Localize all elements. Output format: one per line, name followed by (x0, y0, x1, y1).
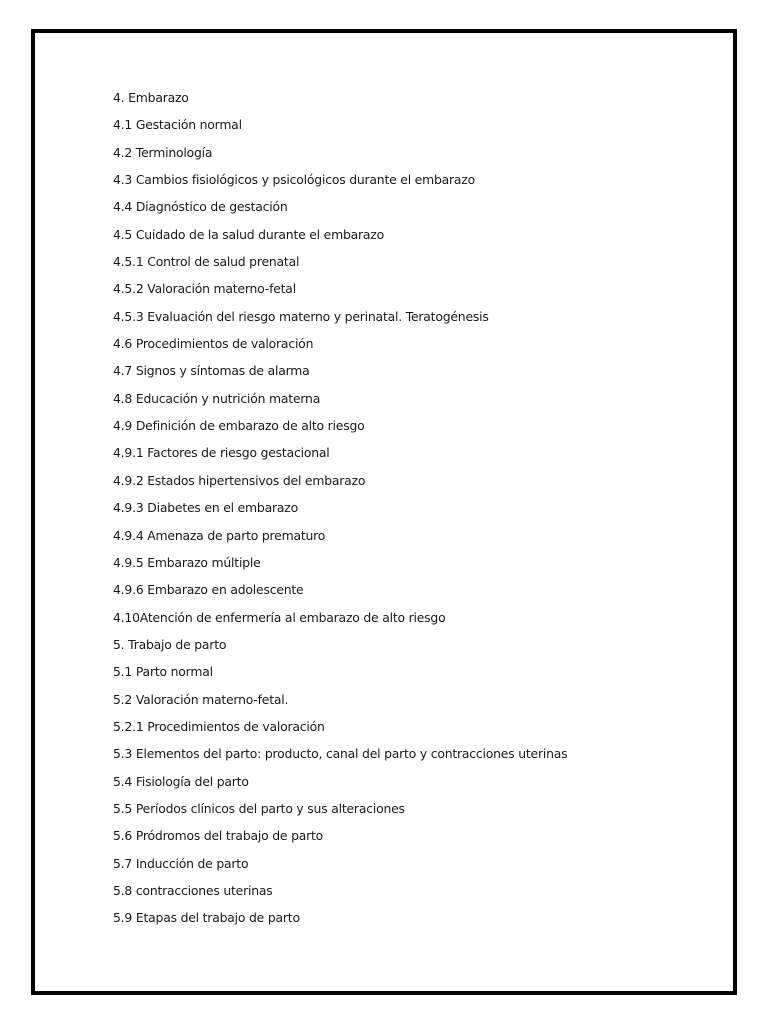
list-item: 4.9.6 Embarazo en adolescente (113, 582, 304, 598)
list-item: 5.3 Elementos del parto: producto, canal del parto y contracciones uterinas (113, 746, 568, 762)
list-item: 5.4 Fisiología del parto (113, 773, 249, 789)
list-item: 4.9.1 Factores de riesgo gestacional (113, 445, 330, 461)
list-item: 4.9.5 Embarazo múltiple (113, 554, 261, 570)
list-item: 4.7 Signos y síntomas de alarma (113, 363, 310, 379)
list-item: 4.5.1 Control de salud prenatal (113, 254, 300, 270)
list-item: 5.2 Valoración materno-fetal. (113, 691, 289, 707)
list-item: 4.5.2 Valoración materno-fetal (113, 281, 296, 297)
list-item: 4.9.2 Estados hipertensivos del embarazo (113, 472, 366, 488)
list-item: 5.5 Períodos clínicos del parto y sus alteraciones (113, 800, 405, 816)
list-item: 5.6 Pródromos del trabajo de parto (113, 828, 324, 844)
table-of-contents (113, 90, 567, 938)
list-item: 4.9.4 Amenaza de parto prematuro (113, 527, 326, 543)
list-item: 4. Embarazo (113, 90, 189, 105)
list-item: 4.1 Gestación normal (113, 117, 242, 133)
list-item: 5.1 Parto normal (113, 664, 213, 680)
list-item: 4.9 Definición de embarazo de alto riesgo (113, 418, 365, 434)
list-item: 4.9.3 Diabetes en el embarazo (113, 500, 298, 516)
list-item: 4.4 Diagnóstico de gestación (113, 199, 288, 215)
list-item: 5.2.1 Procedimientos de valoración (113, 718, 325, 734)
list-item: 4.10Atención de enfermería al embarazo de alto riesgo (113, 609, 446, 625)
list-item: 5.7 Inducción de parto (113, 855, 249, 871)
list-item: 4.8 Educación y nutrición materna (113, 390, 321, 406)
list-item: 5. Trabajo de parto (113, 636, 227, 652)
list-item: 4.5.3 Evaluación del riesgo materno y perinatal. Teratogénesis (113, 308, 489, 324)
list-item: 4.3 Cambios fisiológicos y psicológicos durante el embarazo (113, 172, 475, 188)
list-item: 4.2 Terminología (113, 144, 213, 160)
list-item: 4.5 Cuidado de la salud durante el embarazo (113, 226, 384, 242)
list-item: 4.6 Procedimientos de valoración (113, 336, 314, 352)
list-item: 5.8 contracciones uterinas (113, 882, 273, 898)
document-page (31, 29, 737, 995)
list-item: 5.9 Etapas del trabajo de parto (113, 910, 300, 926)
